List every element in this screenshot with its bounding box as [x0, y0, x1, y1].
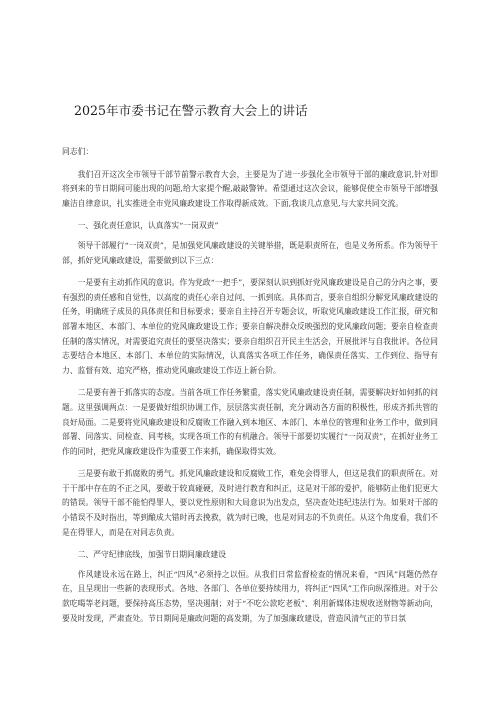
section-heading-2: 二、严守纪律底线，加强节日期间廉政建设	[77, 550, 227, 560]
spacer	[62, 459, 438, 467]
spacer	[62, 160, 438, 168]
paragraph-intro: 我们召开这次全市领导干部节前警示教育大会，主要是为了进一步强化全市领导干部的廉政意识,针对即将到来的节日期间可能出现的问题,给大家提个醒,敲敲警钟。希望通过这次会议，能够促使全市领导干部增强廉洁自律意识，扎实推进全市党风廉政建设工作取得新成效。下面,我谈几点意见,与大家共同交流。	[62, 169, 438, 208]
section-heading-1: 一、强化责任意识，认真落实“一岗双责”	[77, 221, 219, 231]
spacer	[62, 540, 438, 548]
salutation: 同志们：	[62, 147, 94, 156]
paragraph-section-2: 作风建设永远在路上，纠正“四风”必须持之以恒。从我们日常监督检查的情况来看，“四风”问题仍然存在，且呈现出一些新的表现形式。各地、各部门、各单位要持续用力，将纠正“四风”工作向纵深推进。对于公款吃喝等老问题，要保持高压态势，坚决遏制；对于“不吃公款吃老板”、利用新媒体违规收送财物等新动向，要及时发现，严肃查处。节日期间是廉政问题的高发期，为了加强廉政建设，营造风清气正的节日氛	[62, 569, 438, 623]
spacer	[62, 268, 438, 276]
paragraph-point-1: 一是要有主动抓作风的意识。作为党政“一把手”，要深刻认识到抓好党风廉政建设是自己的分内之事，要有强烈的责任感和自觉性，以高度的责任心亲自过问、一抓到底。具体而言，要亲自组织分解党风廉政建设的任务，明确班子成员的具体责任和目标要求；要亲自主持召开专题会议，听取党风廉政建设工作汇报，研究和部署本地区、本部门、本单位的党风廉政建设工作；要亲自解决群众反映强烈的党风廉政问题；要亲自检查责任制的落实情况，对需要追究责任的要坚决落实；要亲自组织召开民主生活会，开展批评与自我批评。各位同志要结合本地区、本部门、本单位的实际情况，认真落实各项工作任务，确保责任落实、工作到位、指导有力、监督有效、追究严格，推动党风廉政建设工作迈上新台阶。	[62, 278, 438, 375]
spacer	[62, 378, 438, 386]
document-title: 2025年市委书记在警示教育大会上的讲话	[74, 103, 308, 118]
spacer	[62, 211, 438, 219]
paragraph-point-3: 三是要有敢于抓腐败的勇气。抓党风廉政建设和反腐败工作，难免会得罪人，但这是我们的职责所在。对于干部中存在的不正之风，要敢于较真碰硬，及时进行教育和纠正，这是对干部的爱护，能够防止他们犯更大的错误。领导干部不能怕得罪人，要以党性原则和大局意识为出发点，坚决查处违纪违法行为。如果对干部的小错误不及时指出，等到酿成大错时再去挽救，就为时已晚，也是对同志的不负责任。从这个角度看，我们不是在得罪人，而是在对同志负责。	[62, 469, 438, 537]
paragraph-point-2: 二是要有善于抓落实的态度。当前各项工作任务繁重，落实党风廉政建设责任制，需要解决好如何抓的问题。这里强调两点：一是要做好组织协调工作，层层落实责任制，充分调动各方面的积极性，形成齐抓共管的良好局面。二是要将党风廉政建设和反腐败工作融入到本地区、本部门、本单位的管理和业务工作中，做到同部署、同落实、同检查、同考核，实现各项工作的有机融合。领导干部要切实履行“一岗双责”，在抓好业务工作的同时，把党风廉政建设作为重要工作来抓，确保取得实效。	[62, 388, 438, 456]
paragraph-section-1-lead: 领导干部履行“一岗双责”，是加强党风廉政建设的关键举措，既是职责所在，也是义务所系。作为领导干部，抓好党风廉政建设，需要做到以下三点：	[62, 240, 438, 265]
document-body	[62, 145, 438, 626]
